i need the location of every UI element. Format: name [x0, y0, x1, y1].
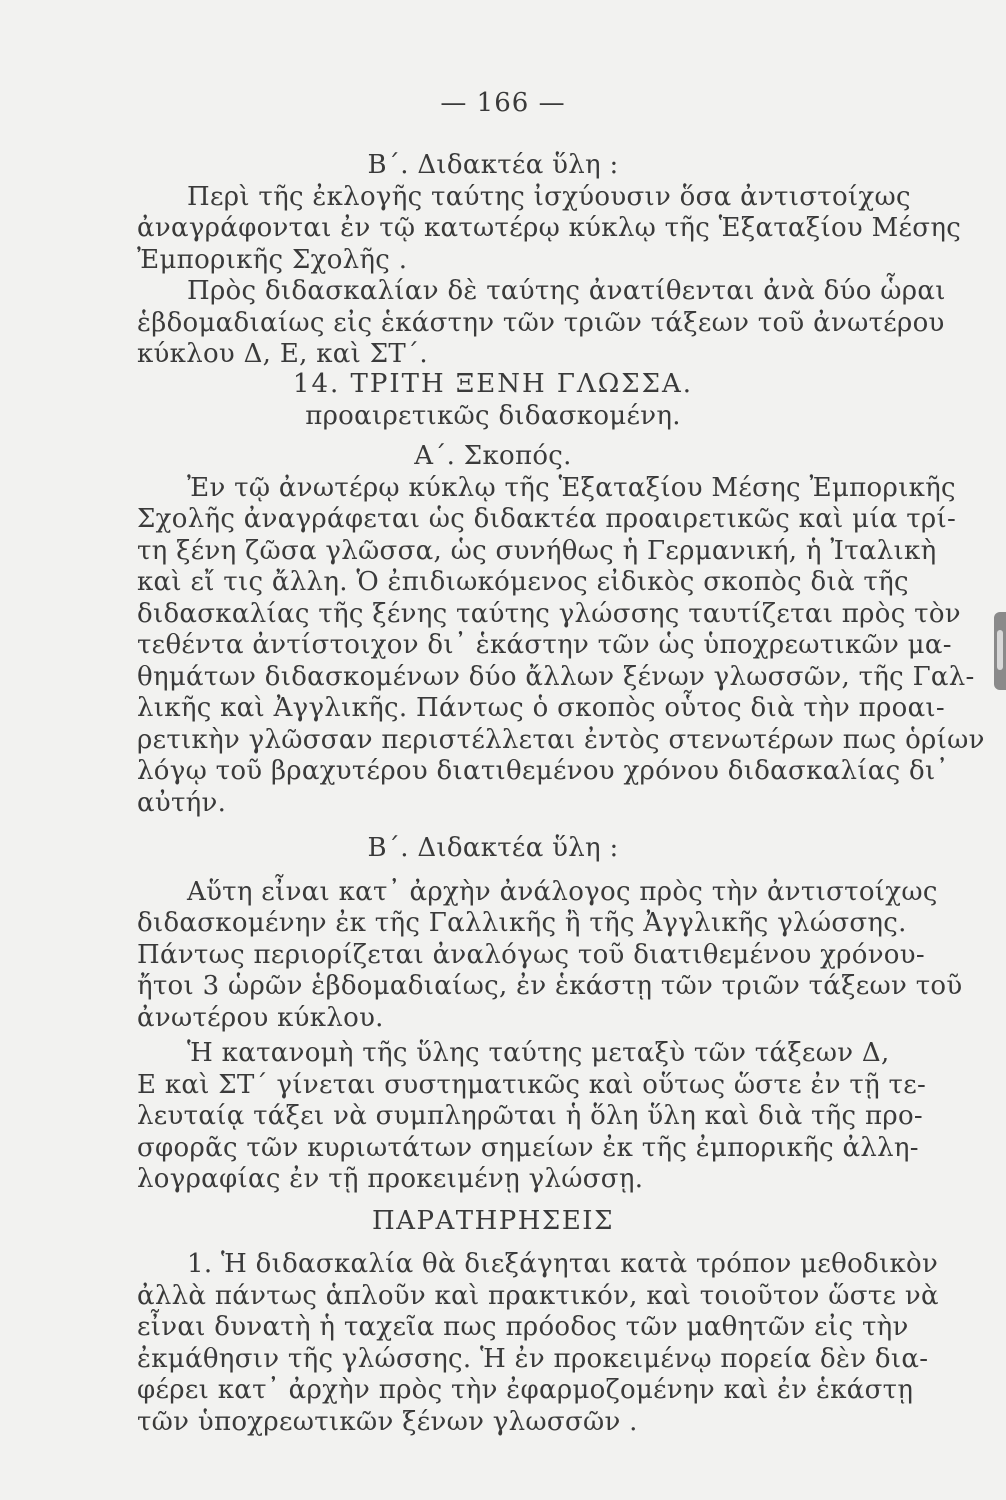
text-line: τεθέντα ἀντίστοιχον δι᾿ ἑκάστην τῶν ὡς ὑποχρεωτικῶν μα- — [137, 630, 952, 660]
text-line: Ἐν τῷ ἀνωτέρῳ κύκλῳ τῆς Ἑξαταξίου Μέσης Ἐμπορικῆς — [187, 472, 956, 503]
paragraph-distribution — [137, 1038, 927, 1196]
text-line: Αὕτη εἶναι κατ᾿ ἀρχὴν ἀνάλογος πρὸς τὴν ἀντιστοίχως — [187, 876, 938, 907]
text-line: ἀνωτέρου κύκλου. — [137, 1002, 384, 1033]
section-subtitle: προαιρετικῶς διδασκομένη. — [305, 400, 681, 431]
text-line: καὶ εἴ τις ἄλλη. Ὁ ἐπιδιωκόμενος εἰδικὸς σκοπὸς διὰ τῆς — [137, 567, 909, 597]
text-line: λικῆς καὶ Ἀγγλικῆς. Πάντως ὁ σκοπὸς οὗτος διὰ τὴν προαι- — [137, 693, 946, 723]
text-line: φέρει κατ᾿ ἀρχὴν πρὸς τὴν ἐφαρμοζομένην καὶ ἐν ἑκάστῃ — [137, 1375, 914, 1405]
text-line: ἀλλὰ πάντως ἁπλοῦν καὶ πρακτικόν, καὶ τοιοῦτον ὥστε νὰ — [137, 1280, 939, 1311]
text-line: Πάντως περιορίζεται ἀναλόγως τοῦ διατιθεμένου χρόνου- — [137, 939, 925, 970]
text-line: Ἡ κατανομὴ τῆς ὕλης ταύτης μεταξὺ τῶν τάξεων Δ, — [187, 1038, 890, 1068]
text-line: αὐτήν. — [137, 787, 227, 818]
text-line: τῶν ὑποχρεωτικῶν ξένων γλωσσῶν . — [137, 1406, 638, 1437]
text-line: σφορᾶς τῶν κυριωτάτων σημείων ἐκ τῆς ἐμπορικῆς ἀλλη- — [137, 1132, 919, 1163]
text-line: Σχολῆς ἀναγράφεται ὡς διδακτέα προαιρετικῶς καὶ μία τρί- — [137, 504, 957, 534]
page-number: — 166 — — [440, 88, 566, 118]
heading-purpose: Α΄. Σκοπός. — [414, 441, 572, 471]
text-line: ἑβδομαδιαίως εἰς ἑκάστην τῶν τριῶν τάξεων τοῦ ἀνωτέρου — [137, 307, 945, 338]
binding-mark — [994, 612, 1006, 690]
section-heading-b-top: Β΄. Διδακτέα ὕλη : — [367, 150, 619, 180]
text-line: Ε καὶ ΣΤ΄ γίνεται συστηματικῶς καὶ οὕτως ὥστε ἐν τῇ τε- — [137, 1069, 927, 1100]
text-line: διδασκαλίας τῆς ξένης ταύτης γλώσσης ταυτίζεται πρὸς τὸν — [137, 598, 961, 629]
text-line: ἀναγράφονται ἐν τῷ κατωτέρῳ κύκλῳ τῆς Ἑξαταξίου Μέσης — [137, 213, 962, 243]
paragraph-selection — [137, 181, 962, 277]
paragraph-material — [137, 876, 963, 1035]
text-line: Ἐμπορικῆς Σχολῆς . — [137, 244, 408, 275]
text-line: ἐκμάθησιν τῆς γλώσσης. Ἡ ἐν προκειμένῳ πορεία δὲν δια- — [137, 1343, 929, 1374]
heading-material: Β΄. Διδακτέα ὕλη : — [367, 833, 619, 863]
notes-title: ΠΑΡΑΤΗΡΗΣΕΙΣ — [372, 1205, 614, 1236]
text-line: λευταίᾳ τάξει νὰ συμπληρῶται ἡ ὅλη ὕλη καὶ διὰ τῆς προ- — [137, 1101, 923, 1131]
text-line: λόγῳ τοῦ βραχυτέρου διατιθεμένου χρόνου διδασκαλίας δι᾿ — [137, 756, 949, 786]
text-line: κύκλου Δ, Ε, καὶ ΣΤ΄. — [137, 339, 428, 369]
text-line: λογραφίας ἐν τῇ προκειμένῃ γλώσσῃ. — [137, 1164, 644, 1194]
top-section — [137, 150, 962, 371]
paragraph-hours — [137, 276, 946, 371]
text-line: Περὶ τῆς ἐκλογῆς ταύτης ἰσχύουσιν ὅσα ἀντιστοίχως — [187, 181, 911, 212]
text-line: ρετικὴν γλῶσσαν περιστέλλεται ἐντὸς στενωτέρων πως ὁρίων — [137, 724, 985, 755]
text-line: εἶναι δυνατὴ ἡ ταχεῖα πως πρόοδος τῶν μαθητῶν εἰς τὴν — [137, 1312, 909, 1342]
section-title: 14. ΤΡΙΤΗ ΞΕΝΗ ΓΛΩΣΣΑ. — [292, 369, 694, 399]
section-14 — [137, 369, 985, 1438]
text-line: τη ξένη ζῶσα γλῶσσα, ὡς συνήθως ἡ Γερμανική, ἡ Ἰταλικὴ — [137, 535, 937, 566]
text-line: Πρὸς διδασκαλίαν δὲ ταύτης ἀνατίθενται ἀνὰ δύο ὧραι — [187, 276, 946, 306]
text-line: ἤτοι 3 ὡρῶν ἑβδομαδιαίως, ἐν ἑκάστῃ τῶν τριῶν τάξεων τοῦ — [137, 971, 963, 1001]
text-line: διδασκομένην ἐκ τῆς Γαλλικῆς ἢ τῆς Ἀγγλικῆς γλώσσης. — [137, 908, 907, 938]
text-line: θημάτων διδασκομένων δύο ἄλλων ξένων γλωσσῶν, τῆς Γαλ- — [137, 661, 975, 692]
text-line: 1. Ἡ διδασκαλία θὰ διεξάγηται κατὰ τρόπον μεθοδικὸν — [187, 1249, 939, 1279]
note-1 — [137, 1249, 939, 1438]
paragraph-purpose — [137, 472, 985, 820]
